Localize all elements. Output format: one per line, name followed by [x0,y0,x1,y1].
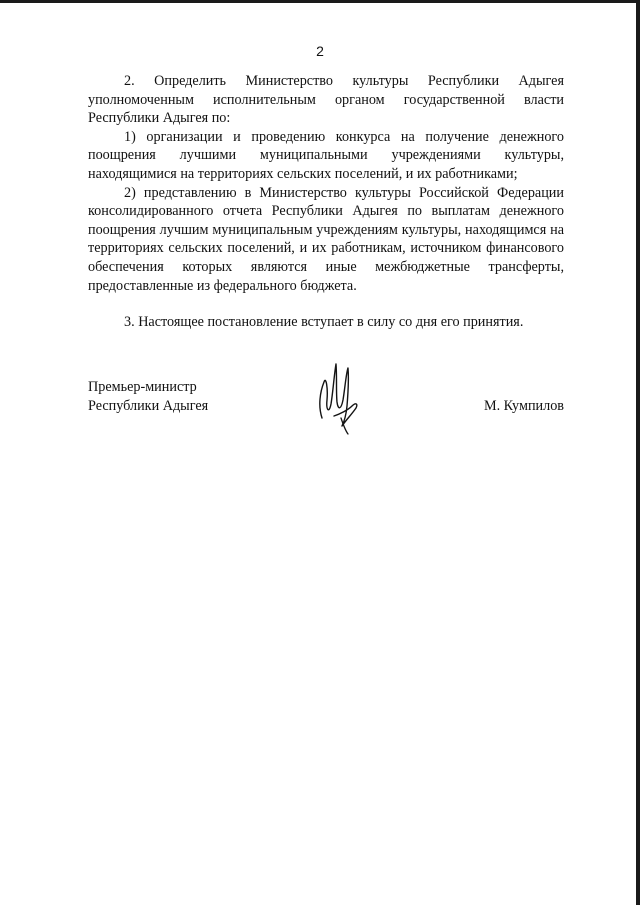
signer-title-line-1: Премьер-министр [88,379,197,395]
scan-edge-top [0,0,640,3]
document-body [88,72,564,332]
paragraph-subitem-1: 1) организации и проведению конкурса на получение денежного поощрения лучшими муниципальными учреждениями культуры, находящимися на территориях сельских поселений, и их работниками; [88,128,564,182]
paragraph-item-2: 2. Определить Министерство культуры Республики Адыгея уполномоченным исполнительным органом государственной власти Республики Адыгея по: [88,73,564,127]
signature-block [88,378,564,448]
paragraph-subitem-2: 2) представлению в Министерство культуры Российской Федерации консолидированного отчета Республики Адыгея по выплатам денежного поощрения лучшим муниципальным учреждениям культуры, находящимся на территориях сельских поселений, и их работникам, источником финансового обеспечения которых являются иные межбюджетные трансферты, предоставленные из федерального бюджета. [88,184,564,294]
scan-edge-right [636,0,640,905]
signer-title [88,378,208,415]
signer-title-line-2: Республики Адыгея [88,397,209,414]
page-number: 2 [316,43,324,59]
paragraph-item-3: 3. Настоящее постановление вступает в силу со дня его принятия. [124,314,524,331]
handwritten-signature [312,356,362,436]
signer-name: М. Кумпилов [483,397,564,414]
